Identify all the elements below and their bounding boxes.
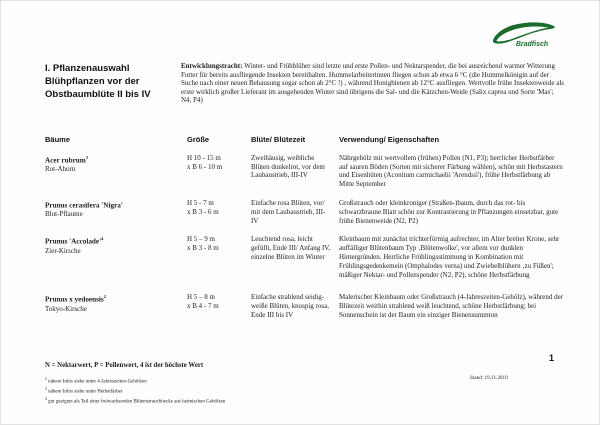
brand-logo [484,20,562,48]
botanical-name: Acer rubrum$^3$ [45,154,89,165]
table-row [45,154,565,189]
size-width: x B 6 - 10 m [187,162,223,171]
size-height: H 10 - 15 m [187,153,221,162]
intro-lead: Entwicklungstracht: [181,62,243,70]
table-header-row [45,136,565,145]
common-name: Tokyo-Kirsche [45,304,87,313]
common-name: Zier-Kirsche [45,246,81,255]
usage-cell: Malerischer Kleinbaum oder Großstrauch (4-Jahreszeiten-Gehölz), während der Blütezeit weithin strahlend weiß leuchtend, schöne Herbstfärbung; bei Sonnenschein ist der Baum ein einziger Bienensummton [339,293,564,319]
bloom-cell: Zweihäusig, weibliche Blüten dunkelrot, vor dem Laubaustrieb, III-IV [251,153,325,180]
size-height: H 5 – 8 m [187,293,215,302]
size-cell [187,235,251,279]
header-band [45,62,565,105]
page-title-line1: I. Pflanzenauswahl [45,63,130,74]
footnotes-block [45,376,225,406]
size-height: H 5 – 9 m [187,235,215,244]
common-name: Rot-Ahorn [45,164,76,173]
footnote-marker: 3 [85,154,89,160]
footnote-line: $^3$ nähere Infos siehe unter Herbstfärber [45,387,123,395]
common-name: Blut-Pflaume [45,210,83,219]
col-header-verwendung: Verwendung/ Eigenschaften [339,135,440,144]
bloom-cell: Einfache rosa Blüten, vor/ mit dem Laubaustrieb, III-IV [251,198,326,225]
footnote-marker: 4 [101,236,104,242]
botanical-name: Prunus x yedoensis$^2$ [45,294,106,304]
size-width: x B 4 - 7 m [187,302,219,311]
size-width: x B 3 - 6 m [187,207,219,216]
plant-name-cell [45,293,187,319]
page-number: 1 [549,353,555,363]
col-header-groesse: Größe [187,135,210,144]
plant-name-cell [45,154,187,189]
size-width: x B 3 - 8 m [187,244,219,253]
value-legend: N = Nektarwert, P = Pollenwert, 4 ist der höchste Wert [45,362,204,369]
page-title-line3: Obstbaumblüte II bis IV [45,89,151,100]
size-cell [187,199,251,225]
page-title-line2: Blühpflanzen vor der [45,76,140,87]
table-row [45,235,565,279]
intro-paragraph [181,62,565,105]
size-cell [187,293,251,319]
usage-cell: Kleinbaum mit zunächst trichterförmig aufrechter, im Alter breiter Krone, sehr auffälliger Blütenbaum Typ ‚Blütenwolke', vor allem vor dunklen Hintergründen. Herrliche Frühlingsstimmung in Kombination mit Frühlingsgedenkemein (Omphalodes verna) und Zwiebelblühern ‚zu Füßen'; mäßiger Nektar- und Pollenspender (N2, P2), schöne Herbstfärbung [339,235,560,279]
bloom-cell: Leuchtend rosa, leicht gefüllt, Ende III/ Anfang IV, einzelne Blüten im Winter [251,235,331,261]
plant-name-cell [45,199,187,225]
usage-cell: Großstrauch oder kleinkroniger (Straßen-)baum, durch das rot- bis schwarzbraune Blatt schön zur Kontrastierung in Pflanzungen einsetzbar, gute frühe Bienenweide (N2, P2) [339,198,559,225]
plant-table [45,136,565,330]
intro-body: Winter- und Frühblüher sind letzte und erste Pollen- und Nektarspender, die bei ausreichend warmer Witterung Futter für bereits ausfliegende Insekten bereithalten. Hummelarbeiterinnen fliegen schon ab etwa 6 °C (die Hummelkönigin auf der Suche nach einer neuen Behausung sogar schon ab 2°C !) , während Honigbienen ab 12°C ausfliegen. Wertvolle frühe Insektenweide als erste wirklich großer Lieferant im ausgehenden Winter sind übrigens die Sal- und die Kätzchen-Weide (Salix caprea und Sorte 'Mas'; N4, P4) [181,62,564,105]
page-title [45,62,173,105]
botanical-name: Prunus '$Accolade'^4$ [45,236,104,246]
col-header-bluete: Blüte/ Blütezeit [251,135,306,144]
size-cell [187,154,251,189]
footnote-marker: 2 [103,294,106,300]
bloom-cell: Einfache strahlend seidig-weiße Blüten, knospig rosa, Ende III bis IV [251,293,329,319]
table-row [45,293,565,319]
plant-name-cell [45,235,187,279]
footnote-line: $^4$ gut geeignet als Teil einer freiwachsenden Blütenstrauchhecke aus heimischen Gehölzen [45,397,226,405]
botanical-name: Prunus cerasifera 'Nigra' [45,201,123,210]
brand-name: Bradfisch [515,41,549,48]
revision-date: Stand: 19.11.2019 [470,375,508,381]
usage-cell: Nährgehölz mit wertvollem (frühen) Pollen (N1, P3); herrlicher Herbstfärber auf sauren Böden (Sorten mit sicherer Färbung wählen), schön mit Herbstastern und Eisenhüten (Aconitum carmichaelii 'Arendsii'), frühe Herbstfärbung ab Mitte September [339,153,563,189]
col-header-baeume: Bäume [45,135,71,144]
size-height: H 5 - 7 m [187,198,214,207]
table-row [45,199,565,225]
footnote-line: $^2$ nähere Infos siehe unter 4-Jahreszeiten-Gehölzen [45,377,147,385]
